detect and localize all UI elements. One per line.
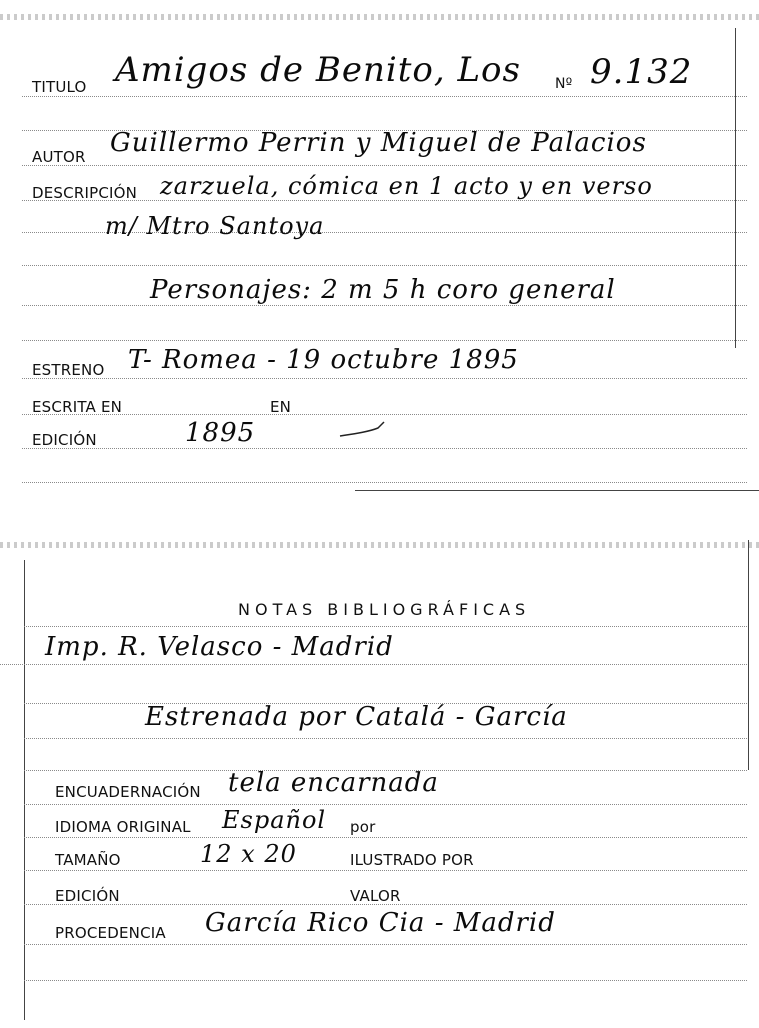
label-escrita-en: ESCRITA EN [32, 398, 123, 416]
label-encuadernacion: ENCUADERNACIÓN [55, 783, 201, 801]
value-descripcion-line1: zarzuela, cómica en 1 acto y en verso [160, 172, 653, 200]
label-descripcion: DESCRIPCIÓN [32, 184, 138, 202]
value-nota-1: Imp. R. Velasco - Madrid [45, 632, 394, 662]
value-idioma-original: Español [222, 806, 327, 834]
rule-line [22, 414, 747, 415]
rule-line [22, 165, 747, 166]
label-titulo: TITULO [32, 78, 87, 96]
rule-line [22, 96, 747, 97]
value-numero: 9.132 [590, 52, 693, 92]
value-edicion: 1895 [185, 418, 256, 448]
value-procedencia: García Rico Cia - Madrid [205, 908, 556, 938]
label-por: por [350, 818, 376, 836]
card-edge [0, 542, 759, 548]
rule-line [24, 980, 747, 981]
heading-notas-bibliograficas: NOTAS BIBLIOGRÁFICAS [238, 600, 531, 619]
label-edicion: EDICIÓN [32, 431, 97, 449]
rule-line [24, 944, 747, 945]
value-autor: Guillermo Perrin y Miguel de Palacios [110, 128, 647, 158]
value-nota-2: Estrenada por Catalá - García [145, 702, 568, 732]
label-en: EN [270, 398, 292, 416]
catalog-card-top [0, 0, 759, 500]
card-edge [0, 14, 759, 20]
label-tamano: TAMAÑO [55, 851, 121, 869]
rule-line [22, 265, 747, 266]
label-numero: Nº [555, 76, 573, 92]
value-estreno: T- Romea - 19 octubre 1895 [128, 345, 519, 375]
catalog-card-bottom [0, 540, 759, 1028]
card-border-left [24, 560, 25, 1020]
card-border-right [735, 28, 736, 348]
value-descripcion-line2: m/ Mtro Santoya [105, 212, 325, 240]
rule-line [22, 378, 747, 379]
pen-stroke-mark [338, 418, 388, 442]
rule-line [24, 626, 747, 627]
rule-line [24, 804, 747, 805]
label-procedencia: PROCEDENCIA [55, 924, 166, 942]
label-autor: AUTOR [32, 148, 86, 166]
value-encuadernacion: tela encarnada [228, 768, 439, 798]
label-valor: VALOR [350, 887, 401, 905]
rule-line [24, 738, 747, 739]
label-estreno: ESTRENO [32, 361, 105, 379]
value-personajes: Personajes: 2 m 5 h coro general [150, 275, 616, 305]
card-border-right [748, 540, 749, 770]
rule-line [22, 448, 747, 449]
label-ilustrado-por: ILUSTRADO POR [350, 851, 474, 869]
rule-line [24, 870, 747, 871]
rule-line [22, 340, 747, 341]
value-tamano: 12 x 20 [200, 840, 297, 868]
rule-line [22, 482, 747, 483]
label-idioma-original: IDIOMA ORIGINAL [55, 818, 191, 836]
rule-line [24, 837, 747, 838]
card-bottom-edge [355, 490, 759, 491]
rule-line [22, 305, 747, 306]
value-titulo: Amigos de Benito, Los [115, 50, 521, 90]
label-edicion: EDICIÓN [55, 887, 120, 905]
rule-line [0, 664, 747, 665]
